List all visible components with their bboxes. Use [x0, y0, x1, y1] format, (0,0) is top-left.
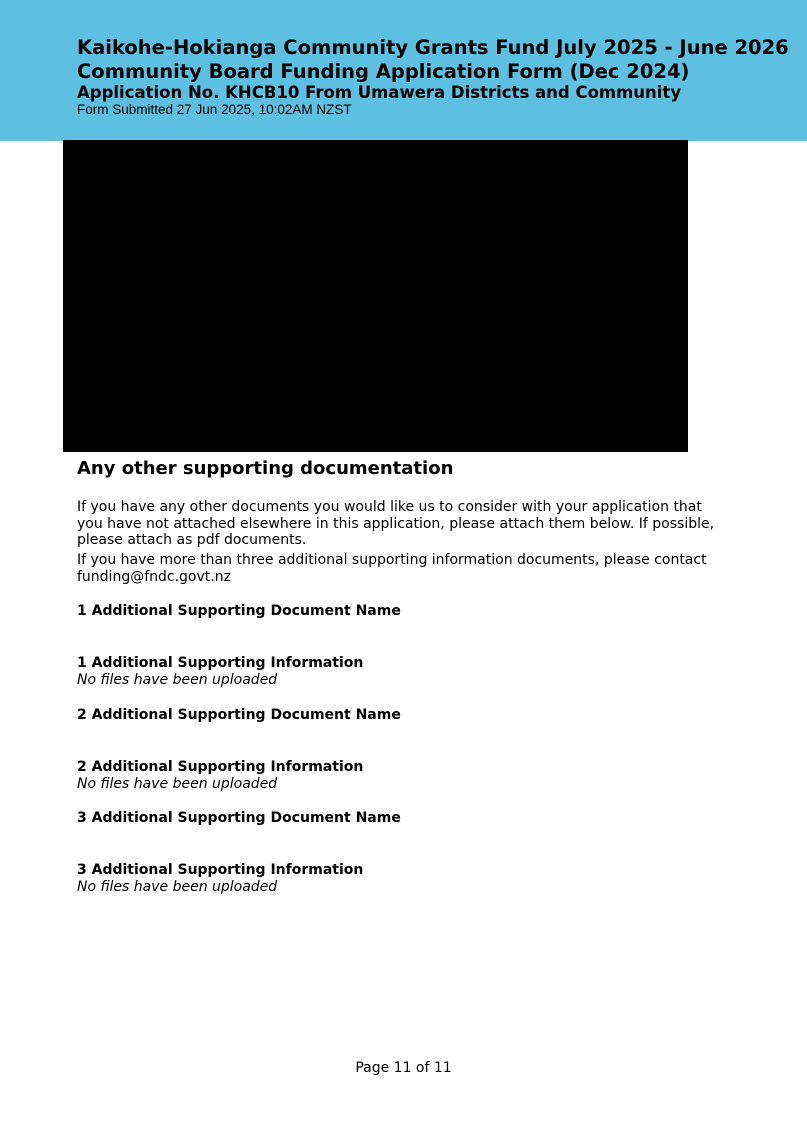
redacted-block [63, 140, 688, 452]
page-number: Page 11 of 11 [355, 1060, 452, 1076]
fund-title: Kaikohe-Hokianga Community Grants Fund July 2025 - June 2026 [77, 36, 789, 59]
form-title: Community Board Funding Application Form (Dec 2024) [77, 60, 690, 83]
form-header [0, 0, 807, 141]
doc1-name-label: 1 Additional Supporting Document Name [77, 603, 401, 619]
doc1-info-label: 1 Additional Supporting Information [77, 655, 364, 671]
section-heading: Any other supporting documentation [77, 458, 454, 479]
contact-paragraph: If you have more than three additional supporting information documents, please contact funding@fndc.govt.nz [77, 552, 707, 585]
doc3-name-label: 3 Additional Supporting Document Name [77, 810, 401, 826]
doc2-info-label: 2 Additional Supporting Information [77, 759, 364, 775]
doc2-info-value: No files have been uploaded [77, 776, 278, 792]
doc2-name-label: 2 Additional Supporting Document Name [77, 707, 401, 723]
application-number: Application No. KHCB10 From Umawera Districts and Community [77, 83, 682, 102]
doc1-info-value: No files have been uploaded [77, 672, 278, 688]
instructions-paragraph: If you have any other documents you would like us to consider with your application that you have not attached elsewhere in this application, please attach them below. If possible, please attach as pdf documents. [77, 499, 715, 548]
doc3-info-label: 3 Additional Supporting Information [77, 862, 364, 878]
submission-timestamp: Form Submitted 27 Jun 2025, 10:02AM NZST [77, 102, 352, 117]
doc3-info-value: No files have been uploaded [77, 879, 278, 895]
